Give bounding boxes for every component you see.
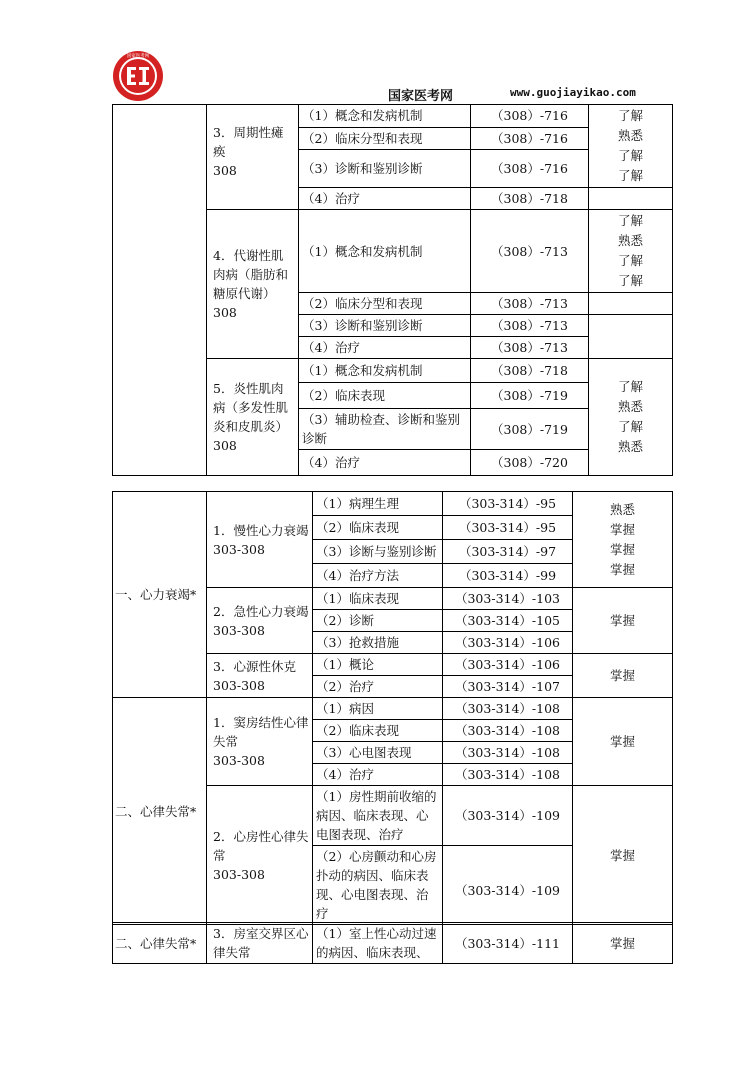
category-cell bbox=[113, 105, 207, 476]
chapter-cell: （303-314）-111 bbox=[443, 923, 573, 964]
level-text: 了解 bbox=[617, 213, 643, 228]
syllabus-table-neuromuscular bbox=[112, 104, 673, 476]
chapter-cell: （303-314）-105 bbox=[443, 610, 573, 632]
level-cell: 掌握 bbox=[573, 923, 673, 964]
level-text: 掌握 bbox=[609, 561, 635, 577]
syllabus-table-cardiology bbox=[112, 491, 673, 925]
level-cell: 掌握 bbox=[573, 588, 673, 654]
chapter-cell: （303-314）-106 bbox=[443, 632, 573, 654]
chapter-cell: （308）-716 bbox=[471, 150, 589, 188]
chapter-cell: （303-314）-108 bbox=[443, 698, 573, 720]
syllabus-table-cardiology-continued bbox=[112, 922, 673, 964]
item-cell: （2）临床表现 bbox=[313, 516, 443, 540]
item-cell: （3）诊断和鉴别诊断 bbox=[299, 315, 471, 337]
item-cell: （3）诊断与鉴别诊断 bbox=[313, 540, 443, 564]
item-cell: （2）临床分型和表现 bbox=[299, 293, 471, 315]
level-cell bbox=[589, 210, 673, 293]
category-cell: 二、心律失常* bbox=[113, 923, 207, 964]
chapter-cell: （303-314）-103 bbox=[443, 588, 573, 610]
level-text: 了解 bbox=[617, 379, 643, 394]
chapter-cell: （303-314）-97 bbox=[443, 540, 573, 564]
level-text: 了解 bbox=[617, 419, 643, 434]
table-row bbox=[113, 492, 673, 516]
chapter-cell: （308）-718 bbox=[471, 188, 589, 210]
chapter-cell: （303-314）-108 bbox=[443, 764, 573, 786]
item-cell: （2）治疗 bbox=[313, 676, 443, 698]
item-cell: （3）诊断和鉴别诊断 bbox=[299, 150, 471, 188]
item-cell: （1）房性期前收缩的病因、临床表现、心电图表现、治疗 bbox=[313, 786, 443, 846]
level-text: 熟悉 bbox=[617, 233, 643, 248]
item-cell: （1）概念和发病机制 bbox=[299, 105, 471, 128]
topic-cell: 3．心源性休克 303-308 bbox=[207, 654, 313, 698]
item-cell: （4）治疗方法 bbox=[313, 564, 443, 588]
item-cell: （1）概念和发病机制 bbox=[299, 210, 471, 293]
item-cell: （3）辅助检查、诊断和鉴别诊断 bbox=[299, 409, 471, 450]
level-text: 了解 bbox=[617, 253, 643, 268]
level-cell: 掌握 bbox=[573, 786, 673, 925]
chapter-cell: （308）-716 bbox=[471, 105, 589, 128]
level-text: 了解 bbox=[617, 273, 643, 288]
level-text: 熟悉 bbox=[609, 501, 635, 517]
chapter-cell: （308）-716 bbox=[471, 127, 589, 150]
item-cell: （1）病因 bbox=[313, 698, 443, 720]
table-row bbox=[113, 105, 673, 128]
topic-cell: 2．心房性心律失常 303-308 bbox=[207, 786, 313, 925]
topic-cell: 4．代谢性肌肉病（脂肪和糖原代谢） 308 bbox=[207, 210, 299, 359]
item-cell: （4）治疗 bbox=[299, 450, 471, 476]
chapter-cell: （303-314）-109 bbox=[443, 846, 573, 925]
chapter-cell: （308）-719 bbox=[471, 383, 589, 409]
chapter-cell: （303-314）-109 bbox=[443, 786, 573, 846]
chapter-cell: （303-314）-107 bbox=[443, 676, 573, 698]
level-cell bbox=[589, 315, 673, 359]
level-cell bbox=[589, 105, 673, 188]
item-cell: （1）概念和发病机制 bbox=[299, 359, 471, 383]
topic-cell: 2．急性心力衰竭 303-308 bbox=[207, 588, 313, 654]
level-text: 熟悉 bbox=[617, 128, 643, 143]
chapter-cell: （303-314）-106 bbox=[443, 654, 573, 676]
level-text: 了解 bbox=[617, 168, 643, 183]
site-title: 国家医考网 bbox=[388, 89, 454, 104]
item-cell: （4）治疗 bbox=[313, 764, 443, 786]
level-text: 了解 bbox=[617, 108, 643, 123]
level-cell bbox=[573, 492, 673, 588]
item-cell: （2）心房颤动和心房扑动的病因、临床表现、心电图表现、治疗 bbox=[313, 846, 443, 925]
item-cell: （2）临床分型和表现 bbox=[299, 127, 471, 150]
item-cell: （1）病理生理 bbox=[313, 492, 443, 516]
topic-cell: 3．周期性瘫痪 308 bbox=[207, 105, 299, 210]
level-text: 掌握 bbox=[609, 521, 635, 537]
topic-cell: 5．炎性肌肉病（多发性肌炎和皮肌炎） 308 bbox=[207, 359, 299, 476]
table-row bbox=[113, 923, 673, 964]
topic-cell: 1．慢性心力衰竭 303-308 bbox=[207, 492, 313, 588]
level-text: 熟悉 bbox=[617, 439, 643, 454]
topic-cell: 3．房室交界区心律失常 bbox=[207, 923, 313, 964]
level-text: 熟悉 bbox=[617, 399, 643, 414]
level-text: 掌握 bbox=[609, 541, 635, 557]
item-cell: （2）临床表现 bbox=[313, 720, 443, 742]
chapter-cell: （303-314）-99 bbox=[443, 564, 573, 588]
item-cell: （1）临床表现 bbox=[313, 588, 443, 610]
logo-text: 国家医考网 bbox=[126, 54, 150, 59]
chapter-cell: （308）-713 bbox=[471, 293, 589, 315]
chapter-cell: （303-314）-95 bbox=[443, 492, 573, 516]
item-cell: （1）概论 bbox=[313, 654, 443, 676]
site-url[interactable]: www.guojiayikao.com bbox=[510, 86, 636, 99]
item-cell: （2）临床表现 bbox=[299, 383, 471, 409]
chapter-cell: （308）-720 bbox=[471, 450, 589, 476]
chapter-cell: （308）-719 bbox=[471, 409, 589, 450]
site-logo bbox=[112, 50, 164, 102]
level-text: 了解 bbox=[617, 148, 643, 163]
chapter-cell: （303-314）-108 bbox=[443, 720, 573, 742]
chapter-cell: （308）-713 bbox=[471, 337, 589, 359]
chapter-cell: （308）-718 bbox=[471, 359, 589, 383]
item-cell: （2）诊断 bbox=[313, 610, 443, 632]
chapter-cell: （303-314）-108 bbox=[443, 742, 573, 764]
level-cell bbox=[589, 293, 673, 315]
category-cell: 一、心力衰竭* bbox=[113, 492, 207, 698]
chapter-cell: （303-314）-95 bbox=[443, 516, 573, 540]
level-cell: 掌握 bbox=[573, 654, 673, 698]
item-cell: （4）治疗 bbox=[299, 337, 471, 359]
chapter-cell: （308）-713 bbox=[471, 210, 589, 293]
level-cell bbox=[589, 359, 673, 476]
item-cell: （1）室上性心动过速的病因、临床表现、 bbox=[313, 923, 443, 964]
topic-cell: 1．窦房结性心律失常 303-308 bbox=[207, 698, 313, 786]
chapter-cell: （308）-713 bbox=[471, 315, 589, 337]
item-cell: （3）抢救措施 bbox=[313, 632, 443, 654]
level-cell: 掌握 bbox=[573, 698, 673, 786]
item-cell: （3）心电图表现 bbox=[313, 742, 443, 764]
level-cell bbox=[589, 188, 673, 210]
category-cell: 二、心律失常* bbox=[113, 698, 207, 925]
table-row bbox=[113, 698, 673, 720]
item-cell: （4）治疗 bbox=[299, 188, 471, 210]
